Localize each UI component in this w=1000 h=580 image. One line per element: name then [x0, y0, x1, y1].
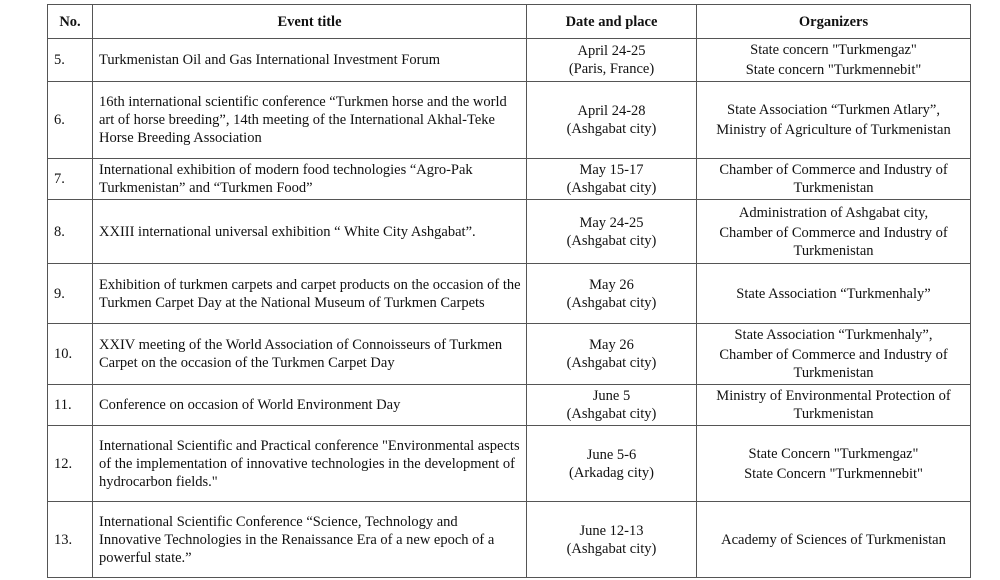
row-number: 13.	[48, 502, 93, 578]
event-place: (Ashgabat city)	[566, 294, 657, 311]
table-row	[48, 264, 971, 324]
organizer: Chamber of Commerce and Industry of Turkmenistan	[719, 162, 948, 196]
event-organizers	[697, 385, 971, 426]
event-date: May 26	[589, 337, 634, 353]
event-date-place	[527, 159, 697, 200]
event-place: (Ashgabat city)	[566, 355, 657, 371]
organizer: State Association “Turkmen Atlary”,	[727, 102, 940, 118]
row-number: 8.	[48, 200, 93, 264]
event-title: International exhibition of modern food technologies “Agro-Pak Turkmenistan” and “Turkmen Food”	[93, 159, 527, 200]
event-date: May 24-25	[579, 214, 644, 231]
organizer: State Association “Turkmenhaly”,	[734, 327, 933, 343]
event-date-place	[527, 39, 697, 82]
event-title: Exhibition of turkmen carpets and carpet products on the occasion of the Turkmen Carpet Day at the National Museum of Turkmen Carpets	[93, 264, 527, 324]
organizer: Ministry of Environmental Protection of Turkmenistan	[716, 388, 951, 422]
event-date: May 15-17	[579, 162, 644, 178]
organizer: State Concern "Turkmengaz"	[748, 445, 919, 462]
event-organizers	[697, 502, 971, 578]
event-title: International Scientific Conference “Science, Technology and Innovative Technologies in the Renaissance Era of a new epoch of a powerful state.”	[93, 502, 527, 578]
event-organizers	[697, 159, 971, 200]
table-row	[48, 324, 971, 385]
event-date-place	[527, 426, 697, 502]
event-title: International Scientific and Practical conference "Environmental aspects of the implementation of innovative technologies in the development of hydrocarbon fields."	[93, 426, 527, 502]
organizer: Chamber of Commerce and Industry of Turkmenistan	[719, 347, 948, 381]
event-place: (Ashgabat city)	[566, 232, 657, 249]
event-date-place	[527, 82, 697, 159]
organizer: State Concern "Turkmennebit"	[744, 465, 923, 482]
events-table	[47, 4, 971, 578]
event-organizers	[697, 426, 971, 502]
table-row	[48, 502, 971, 578]
event-place: (Paris, France)	[568, 61, 655, 77]
organizer: State concern "Turkmennebit"	[745, 62, 922, 78]
event-title: XXIV meeting of the World Association of Connoisseurs of Turkmen Carpet on the occasion of the Turkmen Carpet Day	[93, 324, 527, 385]
event-organizers	[697, 324, 971, 385]
organizer: State Association “Turkmenhaly”	[736, 285, 931, 302]
event-date: June 5-6	[586, 446, 637, 463]
table-row	[48, 159, 971, 200]
table-header-row	[48, 5, 971, 39]
organizer: Administration of Ashgabat city,	[738, 204, 929, 221]
row-number: 5.	[48, 39, 93, 82]
event-date-place	[527, 385, 697, 426]
row-number: 9.	[48, 264, 93, 324]
event-place: (Ashgabat city)	[566, 406, 657, 422]
organizer: State concern "Turkmengaz"	[750, 42, 917, 58]
event-place: (Arkadag city)	[569, 464, 654, 481]
table-row	[48, 82, 971, 159]
organizer: Ministry of Agriculture of Turkmenistan	[716, 122, 951, 138]
event-date: April 24-25	[577, 43, 646, 59]
event-date: June 12-13	[579, 522, 644, 539]
event-date: June 5	[592, 388, 631, 404]
header-organizers: Organizers	[697, 5, 971, 39]
organizer: Chamber of Commerce and Industry of Turkmenistan	[719, 224, 948, 259]
table-row	[48, 385, 971, 426]
event-date-place	[527, 502, 697, 578]
header-event-title: Event title	[93, 5, 527, 39]
row-number: 6.	[48, 82, 93, 159]
row-number: 12.	[48, 426, 93, 502]
event-place: (Ashgabat city)	[566, 180, 657, 196]
event-organizers	[697, 264, 971, 324]
row-number: 11.	[48, 385, 93, 426]
header-no: No.	[48, 5, 93, 39]
header-date-place: Date and place	[527, 5, 697, 39]
event-title: XXIII international universal exhibition “ White City Ashgabat”.	[93, 200, 527, 264]
table-row	[48, 39, 971, 82]
event-date-place	[527, 200, 697, 264]
event-date: April 24-28	[577, 103, 646, 119]
row-number: 7.	[48, 159, 93, 200]
row-number: 10.	[48, 324, 93, 385]
table-row	[48, 200, 971, 264]
event-title: 16th international scientific conference “Turkmen horse and the world art of horse breeding”, 14th meeting of the International Akhal-Teke Horse Breeding Association	[93, 82, 527, 159]
event-title: Turkmenistan Oil and Gas International Investment Forum	[93, 39, 527, 82]
event-organizers	[697, 200, 971, 264]
organizer: Academy of Sciences of Turkmenistan	[721, 531, 946, 548]
event-organizers	[697, 39, 971, 82]
event-date: May 26	[589, 276, 634, 293]
event-place: (Ashgabat city)	[566, 121, 657, 137]
event-date-place	[527, 324, 697, 385]
event-title: Conference on occasion of World Environment Day	[93, 385, 527, 426]
table-row	[48, 426, 971, 502]
event-organizers	[697, 82, 971, 159]
event-date-place	[527, 264, 697, 324]
event-place: (Ashgabat city)	[566, 540, 657, 557]
